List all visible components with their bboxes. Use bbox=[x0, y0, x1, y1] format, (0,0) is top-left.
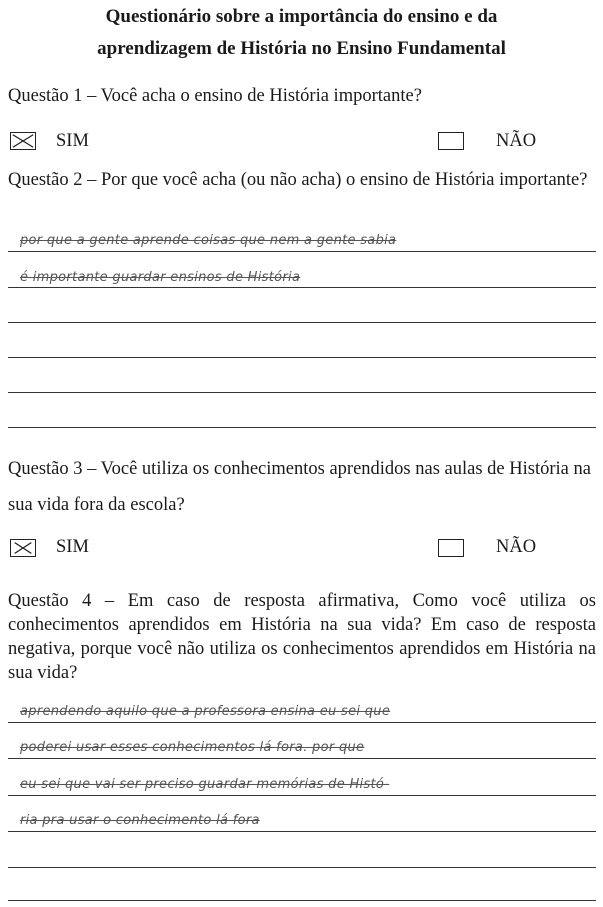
check-x-icon bbox=[11, 540, 35, 556]
answer-rule bbox=[8, 722, 596, 723]
q3-yes-checkbox[interactable] bbox=[10, 539, 36, 557]
q1-yes-label: SIM bbox=[56, 131, 89, 151]
answer-rule bbox=[8, 357, 596, 358]
answer-rule bbox=[8, 831, 596, 832]
q1-no-checkbox[interactable] bbox=[438, 132, 464, 150]
q4-answer-line-2: poderei usar esses conhecimentos lá fora. por que bbox=[20, 740, 365, 755]
title-line-2: aprendizagem de História no Ensino Fundamental bbox=[97, 38, 506, 59]
q2-answer-line-1: por que a gente aprende coisas que nem a gente sabia bbox=[20, 233, 397, 248]
answer-rule bbox=[8, 758, 596, 759]
answer-rule bbox=[8, 392, 596, 393]
q3-no-checkbox[interactable] bbox=[438, 539, 464, 557]
q3-yes-label: SIM bbox=[56, 537, 89, 557]
question-4-text: Questão 4 – Em caso de resposta afirmativa, Como você utiliza os conhecimentos aprendidos em História na sua vida? Em caso de resposta negativa, porque você não utiliza os conhecimentos aprendidos em História na sua vida? bbox=[8, 591, 596, 683]
q1-yes-checkbox[interactable] bbox=[10, 132, 36, 150]
answer-rule bbox=[8, 900, 596, 901]
q4-answer-line-1: aprendendo aquilo que a professora ensina eu sei que bbox=[20, 704, 391, 719]
answer-rule bbox=[8, 287, 596, 288]
check-x-icon bbox=[11, 133, 35, 149]
q1-no-label: NÃO bbox=[496, 131, 537, 151]
question-1-text: Questão 1 – Você acha o ensino de História importante? bbox=[8, 86, 422, 106]
answer-rule bbox=[8, 427, 596, 428]
answer-rule bbox=[8, 322, 596, 323]
q4-answer-line-3: eu sei que vai ser preciso guardar memórias de Histó- bbox=[20, 777, 390, 792]
question-3-text: Questão 3 – Você utiliza os conhecimentos aprendidos nas aulas de História na sua vida fora da escola? bbox=[8, 459, 591, 515]
q3-no-label: NÃO bbox=[496, 537, 537, 557]
question-2-text: Questão 2 – Por que você acha (ou não acha) o ensino de História importante? bbox=[8, 170, 588, 190]
q4-answer-line-4: ria pra usar o conhecimento lá fora bbox=[20, 813, 260, 828]
q2-answer-line-2: é importante guardar ensinos de História bbox=[20, 270, 301, 285]
answer-rule bbox=[8, 251, 596, 252]
answer-rule bbox=[8, 867, 596, 868]
answer-rule bbox=[8, 795, 596, 796]
title-line-1: Questionário sobre a importância do ensino e da bbox=[105, 6, 498, 27]
